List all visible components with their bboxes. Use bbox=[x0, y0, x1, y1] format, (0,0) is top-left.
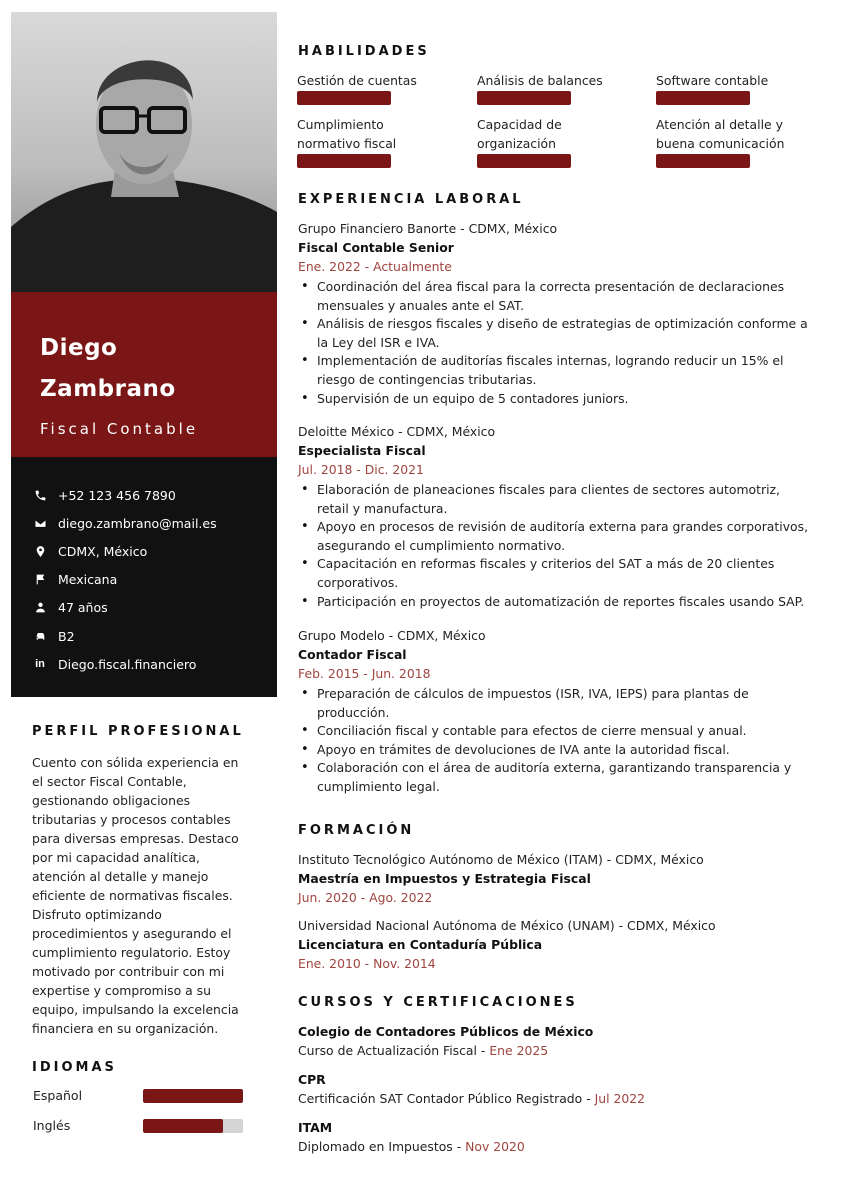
language-item bbox=[33, 1118, 243, 1133]
course-name: Diplomado en Impuestos bbox=[298, 1139, 453, 1154]
contact-text: Diego.fiscal.financiero bbox=[58, 656, 197, 672]
job-bullet: • Apoyo en trámites de devoluciones de IVA ante la autoridad fiscal. bbox=[298, 741, 813, 760]
skill-label: Análisis de balances bbox=[477, 73, 603, 88]
skill-label: Atención al detalle y buena comunicación bbox=[656, 117, 785, 151]
course-date: Ene 2025 bbox=[489, 1043, 549, 1058]
job-bullet: • Implementación de auditorías fiscales internas, logrando reducir un 15% el riesgo de contingencias tributarias. bbox=[298, 352, 813, 389]
skill-label: Gestión de cuentas bbox=[297, 73, 417, 88]
job-position: Contador Fiscal bbox=[298, 647, 407, 662]
education-dates: Ene. 2010 - Nov. 2014 bbox=[298, 956, 436, 971]
education-dates: Jun. 2020 - Ago. 2022 bbox=[298, 890, 433, 905]
course-date: Jul 2022 bbox=[594, 1091, 646, 1106]
job-entry bbox=[298, 626, 813, 797]
contact-text: Mexicana bbox=[58, 572, 118, 588]
last-name: Zambrano bbox=[40, 376, 176, 402]
language-name: Español bbox=[33, 1088, 83, 1103]
job-bullet: • Participación en proyectos de automatización de reportes fiscales usando SAP. bbox=[298, 593, 813, 612]
contact-nationality bbox=[11, 566, 277, 594]
education-title: FORMACIÓN bbox=[298, 823, 415, 838]
skill-label: Capacidad de organización bbox=[477, 117, 562, 151]
skill-bar bbox=[656, 154, 750, 168]
education-institution: Universidad Nacional Autónoma de México (UNAM) - CDMX, México bbox=[298, 918, 716, 933]
contact-text: 47 años bbox=[58, 600, 108, 616]
course-date: Nov 2020 bbox=[465, 1139, 525, 1154]
course-name: Curso de Actualización Fiscal bbox=[298, 1043, 477, 1058]
course-entry bbox=[298, 1022, 813, 1060]
job-bullets bbox=[298, 685, 813, 797]
job-company: Deloitte México - CDMX, México bbox=[298, 424, 496, 439]
education-entry bbox=[298, 916, 813, 973]
skill-bar bbox=[297, 91, 391, 105]
job-dates: Feb. 2015 - Jun. 2018 bbox=[298, 666, 431, 681]
experience-title: EXPERIENCIA LABORAL bbox=[298, 192, 524, 207]
job-entry bbox=[298, 422, 813, 611]
skill-bar bbox=[477, 91, 571, 105]
education-institution: Instituto Tecnológico Autónomo de México (ITAM) - CDMX, México bbox=[298, 852, 704, 867]
course-org: Colegio de Contadores Públicos de México bbox=[298, 1024, 594, 1039]
language-level-bar bbox=[143, 1119, 243, 1133]
job-bullet: • Supervisión de un equipo de 5 contadores juniors. bbox=[298, 390, 813, 409]
course-entry bbox=[298, 1070, 813, 1108]
job-position: Fiscal Contable Senior bbox=[298, 240, 454, 255]
location-icon bbox=[33, 544, 47, 558]
course-line: Curso de Actualización Fiscal - Ene 2025 bbox=[298, 1043, 549, 1058]
job-bullet: • Coordinación del área fiscal para la correcta presentación de declaraciones mensuales y anuales ante el SAT. bbox=[298, 278, 813, 315]
job-position: Especialista Fiscal bbox=[298, 443, 426, 458]
course-name: Certificación SAT Contador Público Registrado bbox=[298, 1091, 583, 1106]
job-role: Fiscal Contable bbox=[40, 420, 199, 438]
languages-title: IDIOMAS bbox=[32, 1060, 117, 1075]
skill-label: Software contable bbox=[656, 73, 769, 88]
profile-title: PERFIL PROFESIONAL bbox=[32, 724, 244, 739]
job-bullets bbox=[298, 481, 813, 611]
skill-item bbox=[656, 116, 806, 153]
name-block bbox=[11, 292, 277, 457]
language-level-bar bbox=[143, 1089, 243, 1103]
job-entry bbox=[298, 219, 813, 408]
flag-icon bbox=[33, 573, 47, 587]
education-entry bbox=[298, 850, 813, 907]
job-bullets bbox=[298, 278, 813, 408]
courses-title: CURSOS Y CERTIFICACIONES bbox=[298, 995, 578, 1010]
skill-bar bbox=[656, 91, 750, 105]
job-company: Grupo Modelo - CDMX, México bbox=[298, 628, 486, 643]
car-icon bbox=[33, 629, 47, 643]
contact-license bbox=[11, 622, 277, 650]
profile-text: Cuento con sólida experiencia en el sector Fiscal Contable, gestionando obligaciones tributarias y procesos contables para diversas empresas. Destaco por mi capacidad analítica, atención al detalle y manejo eficiente de normativas fiscales. Disfruto optimizando procedimientos y asegurando el cumplimiento regulatorio. Estoy motivado por contribuir con mi expertise y compromiso a su equipo, impulsando la excelencia financiera en su organización. bbox=[32, 755, 239, 1036]
course-org: ITAM bbox=[298, 1120, 333, 1135]
skill-item bbox=[656, 72, 826, 91]
language-item bbox=[33, 1088, 243, 1103]
contact-linkedin[interactable] bbox=[11, 650, 277, 678]
course-line: Diplomado en Impuestos - Nov 2020 bbox=[298, 1139, 525, 1154]
skill-item bbox=[297, 72, 467, 91]
contact-age bbox=[11, 594, 277, 622]
contact-text: B2 bbox=[58, 628, 75, 644]
job-bullet: • Preparación de cálculos de impuestos (ISR, IVA, IEPS) para plantas de producción. bbox=[298, 685, 813, 722]
contact-location bbox=[11, 537, 277, 565]
job-bullet: • Colaboración con el área de auditoría externa, garantizando transparencia y cumplimiento legal. bbox=[298, 759, 813, 796]
course-org: CPR bbox=[298, 1072, 326, 1087]
education-degree: Licenciatura en Contaduría Pública bbox=[298, 937, 543, 952]
skill-item bbox=[477, 72, 647, 91]
job-bullet: • Elaboración de planeaciones fiscales para clientes de sectores automotriz, retail y manufactura. bbox=[298, 481, 813, 518]
course-line: Certificación SAT Contador Público Registrado - Jul 2022 bbox=[298, 1091, 646, 1106]
language-level-fill bbox=[143, 1119, 223, 1133]
job-company: Grupo Financiero Banorte - CDMX, México bbox=[298, 221, 558, 236]
linkedin-icon: in bbox=[35, 658, 45, 671]
course-entry bbox=[298, 1118, 813, 1156]
skill-item bbox=[477, 116, 597, 153]
contact-text: +52 123 456 7890 bbox=[58, 487, 176, 503]
contact-text: diego.zambrano@mail.es bbox=[58, 515, 217, 531]
person-icon bbox=[33, 601, 47, 615]
contact-email[interactable] bbox=[11, 509, 277, 537]
sidebar bbox=[11, 12, 277, 697]
contact-list bbox=[11, 457, 277, 697]
contact-text: CDMX, México bbox=[58, 543, 148, 559]
education-degree: Maestría en Impuestos y Estrategia Fiscal bbox=[298, 871, 591, 886]
language-level-fill bbox=[143, 1089, 243, 1103]
skill-bar bbox=[297, 154, 391, 168]
first-name: Diego bbox=[40, 335, 118, 361]
job-bullet: • Análisis de riesgos fiscales y diseño de estrategias de optimización conforme a la Ley del ISR e IVA. bbox=[298, 315, 813, 352]
language-name: Inglés bbox=[33, 1118, 71, 1133]
skill-item bbox=[297, 116, 417, 153]
job-dates: Ene. 2022 - Actualmente bbox=[298, 259, 452, 274]
skill-bar bbox=[477, 154, 571, 168]
job-bullet: • Apoyo en procesos de revisión de auditoría externa para grandes corporativos, asegurando el cumplimiento normativo. bbox=[298, 518, 813, 555]
phone-icon bbox=[33, 488, 47, 502]
skill-label: Cumplimiento normativo fiscal bbox=[297, 117, 397, 151]
skills-title: HABILIDADES bbox=[298, 44, 430, 59]
job-dates: Jul. 2018 - Dic. 2021 bbox=[298, 462, 424, 477]
profile-photo bbox=[11, 12, 277, 292]
contact-phone[interactable] bbox=[11, 481, 277, 509]
job-bullet: • Conciliación fiscal y contable para efectos de cierre mensual y anual. bbox=[298, 722, 813, 741]
mail-icon bbox=[33, 516, 47, 530]
job-bullet: • Capacitación en reformas fiscales y criterios del SAT a más de 20 clientes corporativos. bbox=[298, 555, 813, 592]
